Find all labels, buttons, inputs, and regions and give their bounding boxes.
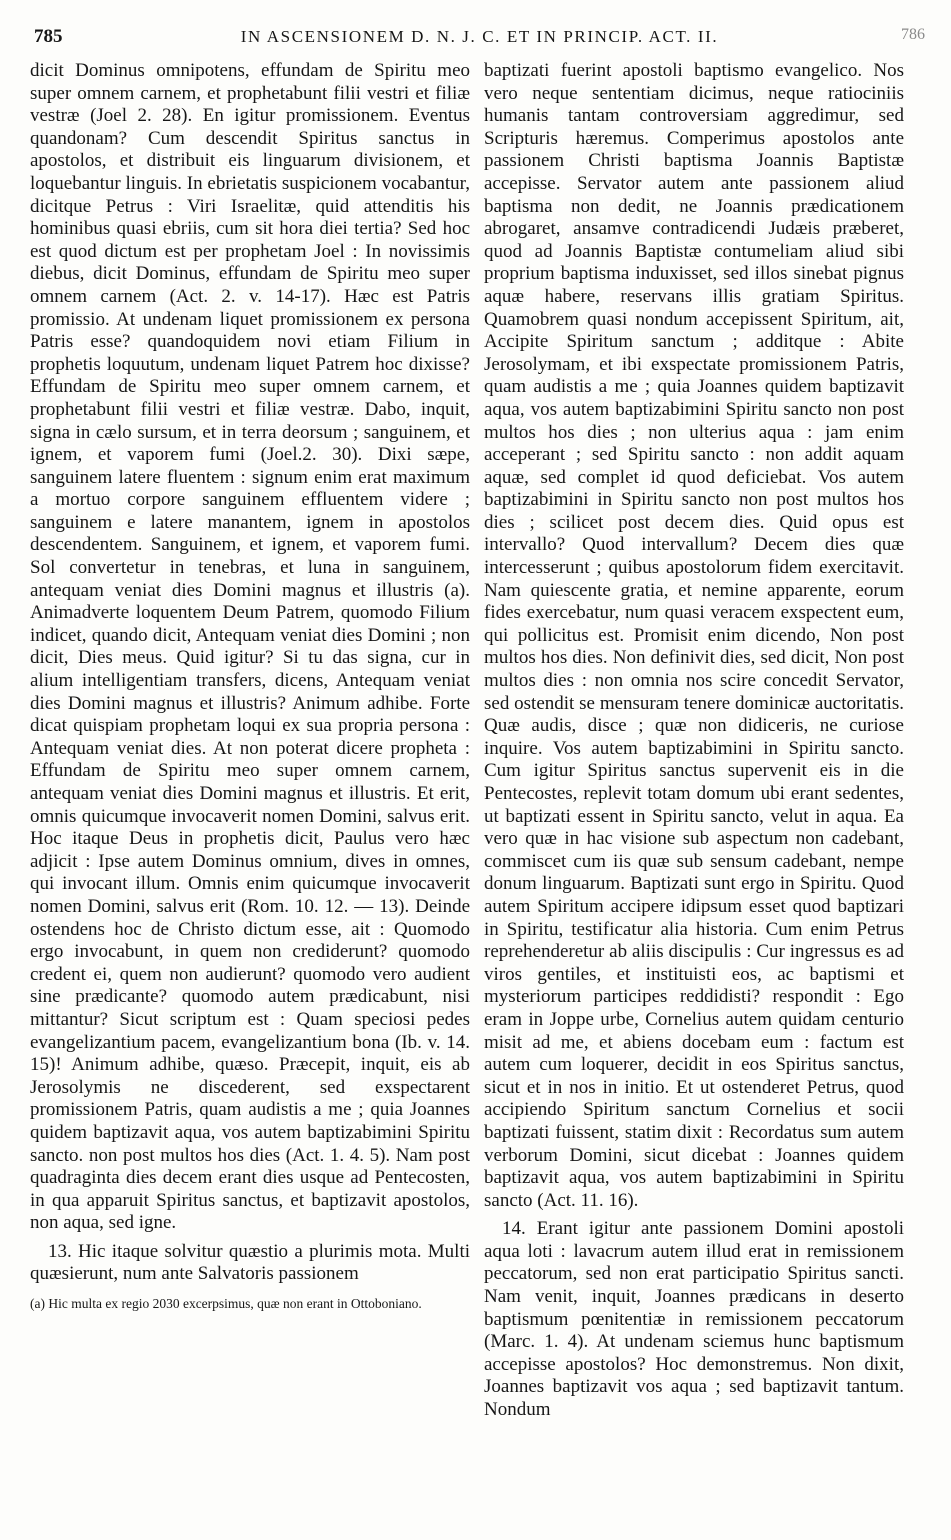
page-number-right: 786	[901, 26, 925, 43]
right-paragraph-2: 14. Erant igitur ante passionem Domini apostoli aqua loti : lavacrum autem illud erat in remissionem peccatorum, sed non erat participatio Spiritus sancti. Nam venit, inquit, Joannes prædicans in deserto baptismum pœnitentiæ in remissionem peccatorum (Marc. 1. 4). At undenam sciemus hunc baptismum accepisse apostolos? Hoc demonstremus. Non dixit, Joannes baptizavit vos aqua ; sed baptizavit tantum. Nondum	[484, 1218, 904, 1421]
right-paragraph-1: baptizati fuerint apostoli baptismo evangelico. Nos vero neque sententiam dicimus, neque ratiociniis humanis tantam controversiam aggredimur, sed Scripturis hæremus. Comperimus apostolos ante passionem Christi baptisma Joannis Baptistæ accepisse. Servator autem ante passionem aliud baptisma non dedit, ne Joannis prædicationem abrogaret, ansamve contradicendi Judæis præberet, quod ad Joannis Baptistæ contumeliam aliud sibi proprium baptisma induxisset, sed illos sinebat pignus aquæ habere, reservans illis gratiam Spiritus. Quamobrem quasi nondum accepissent Spiritum, ait, Accipite Spiritum sanctum ; additque : Abite Jerosolymam, et ibi exspectate promissionem Patris, quam audistis a me ; quia Joannes quidem baptizavit aqua, vos autem baptizabimini Spiritu sancto non post multos hos dies ; non ulterius aqua : jam enim acceperant ; sed Spiritu sancto : non addit aquam aquæ, sed complet id quod deficiebat. Vos autem baptizabimini in Spiritu sancto non post multos hos dies ; scilicet post decem dies. Quid opus est intervallo? Quod intervallum? Decem dies quæ intercesserunt ; quibus apostolorum fidem exercitavit. Nam quiescente gratia, et nemine apparente, eorum fides exercebatur, num quasi veracem exspectent eum, qui pollicitus est. Promisit enim dicendo, Non post multos hos dies. Non definivit dies, sed dicit, Non post multos dies : non omnia nos scire concedit Servator, sed ostendit se mensuram tenere dominicæ auctoritatis. Quæ audis, disce ; quæ non didiceris, ne curiose inquire. Vos autem baptizabimini in Spiritu sancto. Cum igitur Spiritus sanctus supervenit eis in die Pentecostes, replevit totam domum ubi erant sedentes, ut baptizati essent in Spiritu sancto, velut in aqua. Ea vero quæ in hac visione sub aspectum non cadebant, commiscet cum iis quæ sub sensum cadebant, nempe donum linguarum. Baptizati sunt ergo in Spiritu. Quod autem Spiritum accipere idipsum esset quod baptizari in Spiritu, testificatur alia historia. Cum enim Petrus reprehenderetur ab aliis discipulis : Cur ingressus es ad viros gentiles, et instituisti eos, ac baptismi et mysteriorum participes reddidisti? respondit : Ego eram in Joppe urbe, Cornelius autem quidam centurio misit ad me, et abiens docebam eum : factum est autem cum loquerer, decidit in eos Spiritus sanctus, sicut et in nos in initio. Et ut ostenderet Petrus, quod accipiendo Spiritum sanctum Cornelius et socii baptizati fuissent, statim dixit : Recordatus sum autem verborum Domini, sicut dicebat : Joannes quidem baptizavit aqua, vos autem baptizabimini in Spiritu sancto (Act. 11. 16).	[484, 60, 904, 1211]
running-head	[34, 26, 925, 56]
page-number-left: 785	[34, 26, 63, 47]
left-paragraph-1: dicit Dominus omnipotens, effundam de Spiritu meo super omnem carnem, et prophetabunt filii vestri et filiæ vestræ (Joel 2. 28). En igitur promissionem. Eventus quandonam? Cum descendit Spiritus sanctus in apostolos, et distribuit eis linguarum divisionem, et loquebantur linguis. In ebrietatis suspicionem vocabantur, dicitque Petrus : Viri Israelitæ, quid attenditis his hominibus quasi ebriis, cum sit hora diei tertia? Sed hoc est quod dictum est per prophetam Joel : In novissimis diebus, dicit Dominus, effundam de Spiritu meo super omnem carnem (Act. 2. v. 14-17). Hæc est Patris promissio. At undenam liquet promissionem ex persona Patris esse? quandoquidem novi etiam Filium in prophetis loquutum, undenam liquet Patrem hoc dixisse? Effundam de Spiritu meo super omnem carnem, et prophetabunt filii vestri et filiæ vestræ. Dabo, inquit, signa in cælo sursum, et in terra deorsum ; sanguinem, et ignem, et vaporem fumi (Joel.2. 30). Dixi sæpe, sanguinem latere fluentem : signum enim erat maximum a mortuo corpore sanguinem effluentem videre ; sanguinem e latere manantem, ignem in apostolos descendentem. Sanguinem, et ignem, et vaporem fumi. Sol convertetur in tenebras, et luna in sanguinem, antequam veniat dies Domini magnus et illustris (a). Animadverte loquentem Deum Patrem, quomodo Filium indicet, quando dicit, Antequam veniat dies Domini ; non dicit, Dies meus. Quid igitur? Si tu das signa, cur in alium intelligentiam transfers, dicens, Antequam veniat dies Domini magnus et illustris? Animum adhibe. Forte dicat quispiam prophetam loqui ex sua propria persona : Antequam veniat dies. At non poterat dicere propheta : Effundam de Spiritu meo super omnem carnem, antequam veniat dies Domini magnus et illustris. Et erit, omnis quicumque invocaverit nomen Domini, salvus erit. Hoc itaque Deus in prophetis dicit, Paulus vero hæc adjicit : Ipse autem Dominus omnium, dives in omnes, qui invocant illum. Omnis enim quicumque invocaverit nomen Domini, salvus erit (Rom. 10. 12. — 13). Deinde ostendens hoc de Christo dictum esse, ait : Quomodo ergo invocabunt, in quem non crediderunt? quomodo credent ei, quem non audierunt? quomodo vero audient sine prædicante? quomodo autem prædicabunt, nisi mittantur? Sicut scriptum est : Quam speciosi pedes evangelizantium pacem, evangelizantium bona (Ib. v. 14. 15)! Animum adhibe, quæso. Præcepit, inquit, eis ab Jerosolymis ne discederent, sed exspectarent promissionem Patris, quam audistis a me ; quia Joannes quidem baptizavit aqua, vos autem baptizabimini Spiritu sancto. non post multos hos dies (Act. 1. 4. 5). Nam post quadraginta dies decem erant dies usque ad Pentecosten, in qua apparuit Spiritus sanctus, et baptizavit apostolos, non aqua, sed igne.	[30, 60, 470, 1234]
running-title: IN ASCENSIONEM D. N. J. C. ET IN PRINCIP. ACT. II.	[240, 27, 719, 46]
footnote: (a) Hic multa ex regio 2030 excerpsimus, quæ non erant in Ottoboniano.	[30, 1296, 422, 1312]
left-paragraph-2: 13. Hic itaque solvitur quæstio a plurimis mota. Multi quæsierunt, num ante Salvatoris passionem	[30, 1240, 470, 1285]
left-column	[30, 60, 470, 1311]
right-column	[484, 60, 904, 1422]
